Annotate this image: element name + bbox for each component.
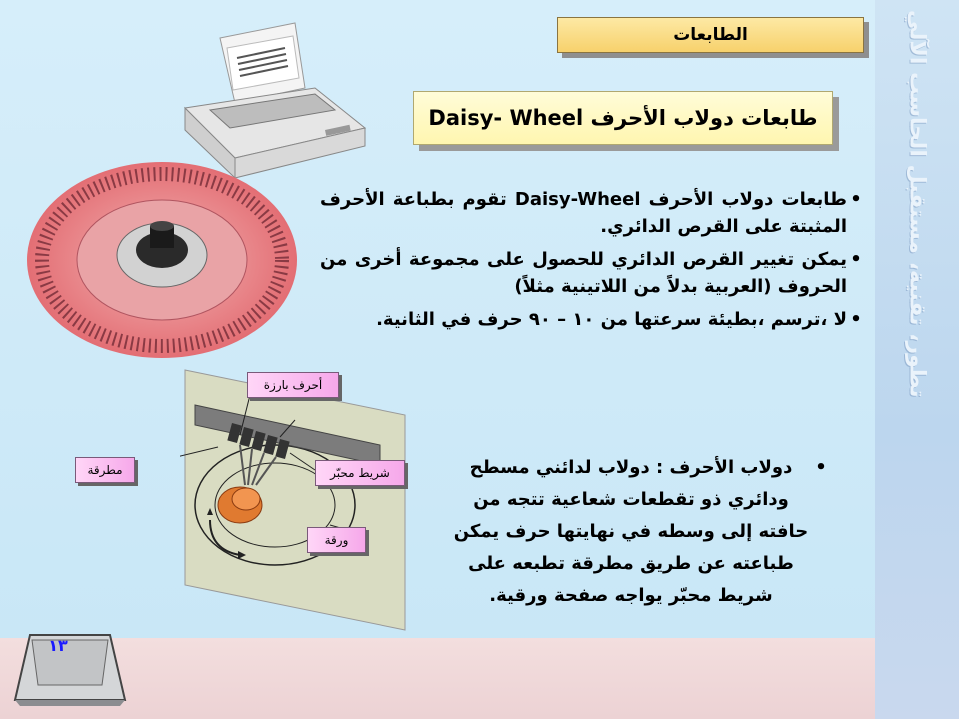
daisy-wheel-image: [25, 160, 300, 360]
bullet-item: [320, 186, 865, 240]
bullet-dot: •: [850, 309, 862, 330]
paper-text: ورقة: [324, 533, 349, 547]
bullet-dot: •: [815, 457, 827, 478]
bullet-item: [320, 246, 865, 300]
bullet-list: [320, 186, 865, 339]
title-box: [557, 17, 864, 53]
lower-bullet-list: [450, 452, 830, 618]
bullet-text: دولاب الأحرف : دولاب لدائني مسطح ودائري ذو تقطعات شعاعية تتجه من حافته إلى وسطه في نهايتها حرف يمكن طباعته عن طريق مطرقة تطبعه على شريط محبّر يواجه صفحة ورقية.: [453, 457, 809, 606]
side-title: [875, 0, 959, 398]
bullet-item: [450, 452, 830, 612]
raised-letters-text: أحرف بارزة: [263, 378, 323, 392]
hammer-text: مطرقة: [87, 463, 123, 477]
bullet-item: [320, 306, 865, 333]
bullet-text: يمكن تغيير القرص الدائري للحصول على مجموعة أخرى من الحروف (العربية بدلاً من اللاتينية مثلاً): [320, 249, 847, 297]
hammer-label: [75, 457, 135, 483]
bullet-dot: •: [850, 249, 862, 270]
paper-label: [307, 527, 366, 553]
raised-letters-label: [247, 372, 339, 398]
bottom-band: [0, 638, 875, 719]
bullet-text: لا ،ترسم ،بطيئة سرعتها من ١٠ – ٩٠ حرف في الثانية.: [376, 309, 847, 330]
slide-title: الطابعات: [673, 25, 748, 45]
ink-ribbon-text: شريط محبّر: [330, 466, 390, 480]
slide-subtitle: طابعات دولاب الأحرف Daisy- Wheel: [428, 106, 818, 130]
page-number: ١٣: [48, 636, 68, 655]
bullet-text: طابعات دولاب الأحرف Daisy-Wheel تقوم بطباعة الأحرف المثبتة على القرص الدائري.: [320, 189, 847, 237]
dot-matrix-printer-image: [175, 18, 375, 183]
ink-ribbon-label: [315, 460, 405, 486]
side-title-text: تطور، تقنية، مستقبل الحاسب الآلي: [904, 10, 930, 398]
bullet-dot: •: [850, 189, 862, 210]
daisy-wheel-mechanism-diagram: [180, 365, 415, 635]
subtitle-box: [413, 91, 833, 145]
